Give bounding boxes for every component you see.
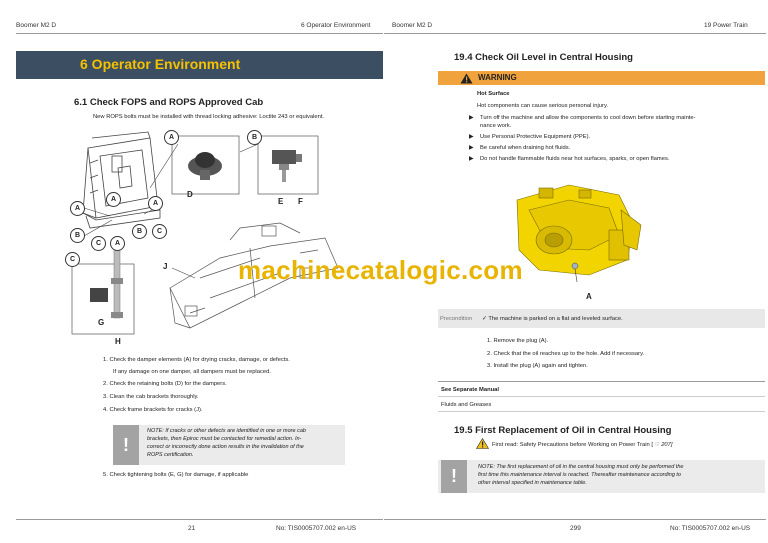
separator-2: [438, 396, 765, 397]
first-read-text: [492, 441, 673, 449]
watermark-text: machinecatalogic.com: [238, 255, 523, 285]
label-g: G: [98, 318, 105, 327]
label-h: H: [115, 337, 121, 346]
plug-a-marker: [572, 263, 578, 269]
bullet-icon-4: ▶: [469, 156, 474, 162]
callout-c-2: C: [152, 224, 167, 239]
step-1: 1. Check the damper elements (A) for drying cracks, damage, or defects.: [103, 357, 290, 363]
note-line-1: NOTE: The first replacement of oil in the central housing must only be performed the: [478, 464, 684, 470]
callout-b-2: B: [132, 224, 147, 239]
first-read-link[interactable]: First read: Safety Precautions before Working on Power Train [: [492, 442, 653, 448]
cab-mount-figure: [0, 128, 384, 350]
bullet-icon-2: ▶: [469, 134, 474, 140]
header-rule: [384, 33, 766, 34]
callout-a-3: A: [70, 201, 85, 216]
step-4: 4. Check frame brackets for cracks (J).: [103, 407, 203, 413]
footer-doc: No: TIS0005707.002 en-US: [276, 525, 357, 532]
callout-a-4: A: [110, 236, 125, 251]
warning-small-icon: [476, 438, 489, 449]
page-ref-icon: ☞: [655, 442, 661, 448]
bullet-icon-1: ▶: [469, 115, 474, 121]
footer-rule: [16, 519, 383, 520]
step-1: 1. Remove the plug (A).: [487, 338, 549, 344]
callout-c-1: C: [91, 236, 106, 251]
note-box: [438, 460, 765, 493]
hazard-title: Hot Surface: [477, 91, 510, 97]
precondition-label: Precondition: [440, 316, 473, 322]
note-line-2: brackets, then Epiroc must be contacted for remedial action. In-: [147, 436, 302, 442]
callout-a-inset: A: [164, 130, 179, 145]
section-title-19-5: 19.5 First Replacement of Oil in Central Housing: [454, 425, 672, 436]
step-5: 5. Check tightening bolts (E, G) for damage, if applicable: [103, 472, 249, 478]
cab-drawing: [83, 132, 160, 228]
label-d: D: [187, 190, 193, 199]
footer-page: 299: [570, 525, 581, 532]
bullet-icon-3: ▶: [469, 145, 474, 151]
bullet-1: Turn off the machine and allow the components to cool down before starting mainte-: [480, 115, 696, 121]
note-line-1: NOTE: If cracks or other defects are identified in one or more cab: [147, 428, 306, 434]
label-plug-a: A: [586, 292, 592, 301]
step-1-sub: If any damage on one damper, all dampers must be replaced.: [113, 369, 271, 375]
header-rule: [16, 33, 383, 34]
note-line-4: ROPS certification.: [147, 452, 194, 458]
note-text: [478, 463, 683, 487]
callout-b-inset: B: [247, 130, 262, 145]
label-j: J: [163, 262, 168, 271]
note-text: [147, 427, 306, 459]
step-3: 3. Clean the cab brackets thoroughly.: [103, 394, 199, 400]
label-e: E: [278, 197, 284, 206]
central-housing-figure: [509, 180, 649, 290]
footer-doc: No: TIS0005707.002 en-US: [670, 525, 751, 532]
note-box: [113, 425, 345, 465]
footer-rule: [384, 519, 766, 520]
header-right: 19 Power Train: [704, 22, 748, 29]
note-line-2: first time this maintenance interval is reached. Thereafter maintenance according to: [478, 472, 681, 478]
header-left: Boomer M2 D: [16, 22, 57, 29]
note-icon: !: [441, 460, 467, 493]
precondition-text: ✓ The machine is parked on a flat and leveled surface.: [482, 316, 623, 322]
first-read-page: 207]: [661, 442, 673, 448]
note-line-3: other interval specified in maintenance table.: [478, 480, 587, 486]
label-f: F: [298, 197, 303, 206]
callout-b-1: B: [70, 228, 85, 243]
step-3: 3. Install the plug (A) again and tighten.: [487, 363, 588, 369]
intro-text: New ROPS bolts must be installed with thread locking adhesive: Loctite 243 or equivalent.: [93, 114, 325, 120]
warning-label: WARNING: [478, 73, 517, 82]
callout-a-2: A: [148, 196, 163, 211]
note-line-3: correct or incorrectly done action results in the invalidation of the: [147, 444, 304, 450]
warning-bar: [438, 71, 765, 85]
hazard-text: Hot components can cause serious personal injury.: [477, 103, 609, 109]
section-title: 6.1 Check FOPS and ROPS Approved Cab: [74, 97, 264, 108]
note-icon: !: [113, 425, 139, 465]
precondition-bar: [438, 309, 765, 328]
section-title-19-4: 19.4 Check Oil Level in Central Housing: [454, 52, 633, 63]
bullet-4: Do not handle flammable fluids near hot surfaces, sparks, or open flames.: [480, 156, 670, 162]
step-2: 2. Check that the oil reaches up to the hole. Add if necessary.: [487, 351, 645, 357]
see-manual-item: Fluids and Greases: [441, 402, 492, 408]
separator: [438, 381, 765, 382]
header-left: Boomer M2 D: [392, 22, 433, 29]
callout-a-1: A: [106, 192, 121, 207]
see-manual-title: See Separate Manual: [441, 387, 499, 393]
chapter-title: 6 Operator Environment: [80, 56, 241, 72]
bullet-2: Use Personal Protective Equipment (PPE).: [480, 134, 591, 140]
separator-3: [438, 411, 765, 412]
bullet-1-cont: nance work.: [480, 123, 512, 129]
chapter-banner: [16, 51, 383, 79]
callout-c-inset: C: [65, 252, 80, 267]
header-right: 6 Operator Environment: [301, 22, 371, 29]
bullet-3: Be careful when draining hot fluids.: [480, 145, 571, 151]
warning-triangle-icon: [460, 73, 473, 84]
step-2: 2. Check the retaining bolts (D) for the dampers.: [103, 381, 227, 387]
footer-page: 21: [188, 525, 196, 532]
